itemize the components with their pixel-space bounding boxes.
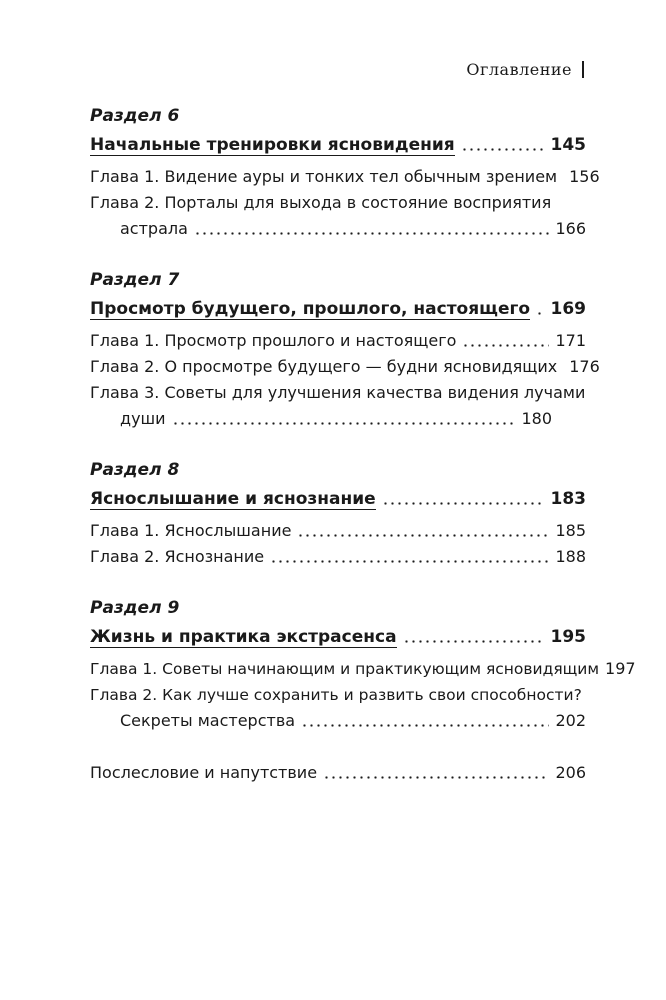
- chapter-title-line: Глава 2. Порталы для выхода в состояние восприятия: [90, 193, 552, 212]
- dot-leader: [301, 724, 549, 727]
- toc-section: [90, 458, 586, 570]
- chapter-entry-multiline[interactable]: [90, 380, 586, 432]
- header-rule: [582, 61, 584, 78]
- page-number: 169: [550, 299, 586, 319]
- dot-leader: [403, 640, 545, 643]
- chapter-entry-multiline[interactable]: [90, 190, 586, 242]
- dot-leader: [461, 148, 545, 151]
- part-title: Просмотр будущего, прошлого, настоящего: [90, 299, 531, 319]
- part-title: Жизнь и практика экстрасенса: [90, 627, 397, 647]
- chapter-title: Глава 1. Советы начинающим и практикующим ясновидящим: [90, 660, 600, 678]
- section-label: Раздел 8: [90, 460, 180, 480]
- dot-leader: [323, 776, 549, 779]
- page-number: 202: [555, 711, 586, 730]
- page-number: 206: [555, 763, 586, 782]
- part-entry[interactable]: [90, 132, 586, 158]
- chapter-title: Глава 1. Яснослышание: [90, 521, 292, 540]
- running-title: Оглавление: [466, 60, 572, 79]
- dot-leader: [172, 422, 516, 425]
- dot-leader: [270, 560, 549, 563]
- afterword-title: Послесловие и напутствие: [90, 763, 318, 782]
- page-number: 183: [550, 489, 586, 509]
- chapter-entry[interactable]: [90, 354, 600, 380]
- dot-leader: [462, 344, 549, 347]
- chapter-title: Глава 1. Просмотр прошлого и настоящего: [90, 331, 457, 350]
- page-number: 145: [550, 135, 586, 155]
- part-title: Начальные тренировки ясновидения: [90, 135, 455, 155]
- chapter-title-continuation: Секреты мастерства: [120, 711, 296, 730]
- chapter-entry-multiline[interactable]: [90, 682, 586, 734]
- page-number: 156: [569, 167, 600, 186]
- part-entry[interactable]: [90, 296, 586, 322]
- chapter-entry[interactable]: [90, 328, 586, 354]
- afterword-entry[interactable]: [90, 760, 586, 786]
- chapter-entry[interactable]: [90, 518, 586, 544]
- page-number: 176: [569, 357, 600, 376]
- toc-section: [90, 596, 636, 734]
- running-header: [466, 60, 584, 79]
- page-number: 185: [555, 521, 586, 540]
- page-number: 195: [550, 627, 586, 647]
- part-entry[interactable]: [90, 486, 586, 512]
- chapter-title-line: Глава 2. Как лучше сохранить и развить свои способности?: [90, 686, 582, 704]
- chapter-title: Глава 2. Яснознание: [90, 547, 265, 566]
- chapter-entry[interactable]: [90, 164, 600, 190]
- page-number: 171: [555, 331, 586, 350]
- page-number: 188: [555, 547, 586, 566]
- dot-leader: [382, 502, 545, 505]
- chapter-title-continuation: астрала: [120, 219, 188, 238]
- page-number: 180: [521, 409, 552, 428]
- dot-leader: [536, 312, 544, 315]
- section-label: Раздел 6: [90, 106, 180, 126]
- section-label: Раздел 7: [90, 270, 180, 290]
- chapter-title: Глава 2. О просмотре будущего — будни ясновидящих: [90, 357, 558, 376]
- toc-section: [90, 268, 600, 432]
- page-number: 166: [555, 219, 586, 238]
- page-number: 197: [605, 659, 636, 678]
- chapter-title-continuation: души: [120, 409, 166, 428]
- chapter-title-line: Глава 3. Советы для улучшения качества видения лучами: [90, 383, 586, 402]
- part-title: Яснослышание и яснознание: [90, 489, 376, 509]
- toc-section: [90, 104, 600, 242]
- part-entry[interactable]: [90, 624, 586, 650]
- table-of-contents: [90, 104, 636, 786]
- chapter-entry[interactable]: [90, 656, 636, 682]
- chapter-title: Глава 1. Видение ауры и тонких тел обычным зрением: [90, 167, 558, 186]
- chapter-entry[interactable]: [90, 544, 586, 570]
- dot-leader: [194, 232, 550, 235]
- dot-leader: [297, 534, 549, 537]
- section-label: Раздел 9: [90, 598, 180, 618]
